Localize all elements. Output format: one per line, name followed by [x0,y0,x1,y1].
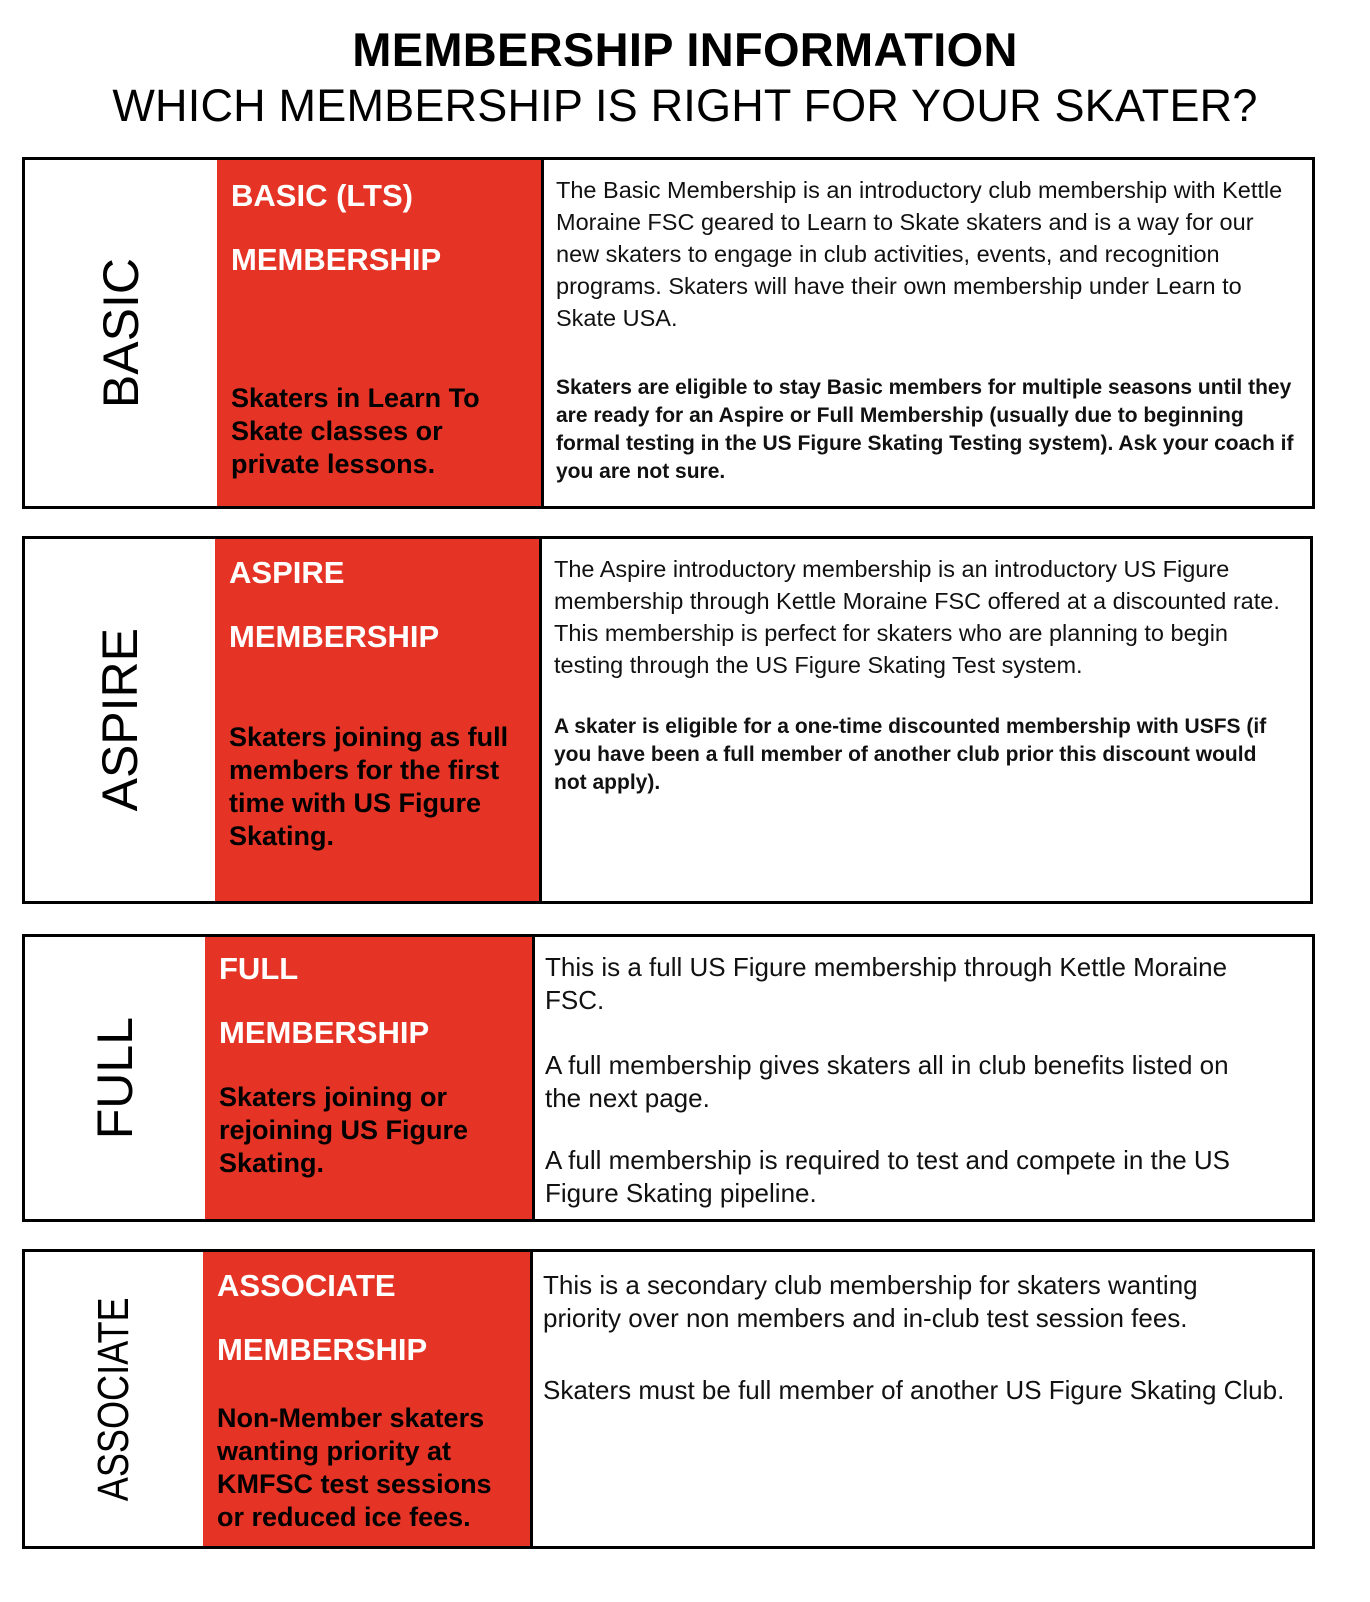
side-label-cell [25,937,208,1219]
side-label: ASSOCIATE [89,1297,138,1501]
membership-title-line2: MEMBERSHIP [219,1015,430,1050]
membership-title-line2: MEMBERSHIP [231,242,442,277]
membership-title-line2: MEMBERSHIP [217,1332,428,1367]
membership-title-line2: MEMBERSHIP [229,619,440,654]
side-label: FULL [87,1016,143,1140]
membership-card-basic [22,157,1315,509]
description-paragraph: This is a secondary club membership for skaters wanting priority over non members and in-club test session fees. [543,1270,1198,1333]
membership-type-cell [217,160,544,506]
membership-description [542,539,1310,901]
membership-description [544,160,1312,506]
side-label: ASPIRE [92,628,148,812]
description-paragraph: A full membership is required to test and compete in the US Figure Skating pipeline. [545,1145,1231,1208]
membership-description [535,937,1312,1219]
membership-type-cell [215,539,542,901]
description-paragraph: The Aspire introductory membership is an introductory US Figure membership through Kettle Moraine FSC offered at a discounted rate. This membership is perfect for skaters who are planning to begin testing through the US Figure Skating Test system. [554,556,1280,678]
description-note: A skater is eligible for a one-time discounted membership with USFS (if you have been a full member of another club prior this discount would not apply). [554,715,1267,794]
membership-title-line1: BASIC (LTS) [231,178,413,213]
side-label-cell [25,160,220,506]
description-paragraph: A full membership gives skaters all in club benefits listed on the next page. [545,1050,1229,1113]
description-paragraph: The Basic Membership is an introductory club membership with Kettle Moraine FSC geared to Learn to Skate skaters and is a way for our new skaters to engage in club activities, events, and recognition programs. Skaters will have their own membership under Learn to Skate USA. [556,177,1283,331]
membership-card-aspire [22,536,1313,904]
description-paragraph: Skaters must be full member of another US Figure Skating Club. [543,1375,1285,1405]
membership-card-full [22,934,1315,1222]
description-note: Skaters are eligible to stay Basic members for multiple seasons until they are ready for an Aspire or Full Membership (usually due to beginning formal testing in the US Figure Skating Testing system). Ask your coach if you are not sure. [556,376,1294,483]
membership-title-line1: FULL [219,951,299,986]
membership-description [533,1252,1312,1546]
membership-audience: Skaters joining as full members for the first time with US Figure Skating. [229,722,509,851]
membership-audience: Non-Member skaters wanting priority at KMFSC test sessions or reduced ice fees. [217,1403,492,1532]
membership-audience: Skaters joining or rejoining US Figure Skating. [219,1082,469,1178]
membership-title-line1: ASSOCIATE [217,1268,396,1303]
side-label: BASIC [93,257,149,409]
membership-audience: Skaters in Learn To Skate classes or private lessons. [231,383,480,479]
page-subtitle: WHICH MEMBERSHIP IS RIGHT FOR YOUR SKATER? [112,80,1258,131]
side-label-cell [25,1252,206,1546]
description-paragraph: This is a full US Figure membership through Kettle Moraine FSC. [545,952,1228,1015]
side-label-cell [25,539,218,901]
page-title: MEMBERSHIP INFORMATION [352,23,1018,76]
membership-card-associate [22,1249,1315,1549]
membership-title-line1: ASPIRE [229,555,345,590]
membership-type-cell [205,937,535,1219]
membership-type-cell [203,1252,533,1546]
